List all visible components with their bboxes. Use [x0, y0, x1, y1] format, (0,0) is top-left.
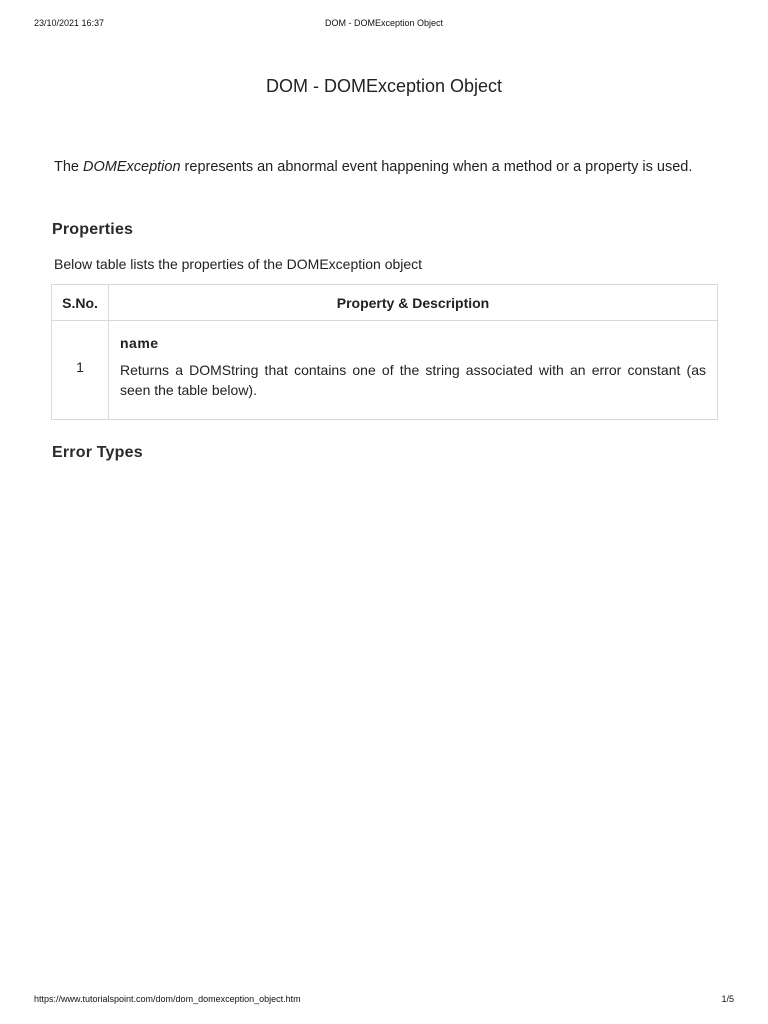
column-header-sno: S.No. — [52, 285, 109, 321]
intro-emphasis: DOMException — [83, 159, 181, 175]
footer-url: https://www.tutorialspoint.com/dom/dom_domexception_object.htm — [34, 994, 301, 1004]
print-header — [34, 18, 734, 28]
table-header-row — [52, 285, 718, 321]
error-types-heading: Error Types — [52, 444, 143, 461]
print-footer — [34, 994, 734, 1004]
properties-heading: Properties — [52, 221, 134, 238]
intro-paragraph — [54, 157, 714, 177]
row-sno: 1 — [52, 321, 109, 420]
print-doc-title: DOM - DOMException Object — [324, 18, 444, 28]
row-property-description — [109, 321, 718, 420]
property-description: Returns a DOMString that contains one of the string associated with an error constant (as seen the table below). — [120, 362, 706, 398]
table-intro: Below table lists the properties of the DOMException object — [54, 256, 423, 272]
property-name: name — [120, 335, 159, 351]
properties-table — [51, 284, 718, 420]
print-datetime: 23/10/2021 16:37 — [34, 18, 105, 28]
table-row — [52, 321, 718, 420]
page-number: 1/5 — [721, 994, 734, 1004]
page-title: DOM - DOMException Object — [265, 76, 503, 96]
intro-prefix: The — [54, 159, 84, 175]
intro-suffix: represents an abnormal event happening when a method or a property is used. — [180, 159, 693, 175]
column-header-property: Property & Description — [109, 285, 718, 321]
